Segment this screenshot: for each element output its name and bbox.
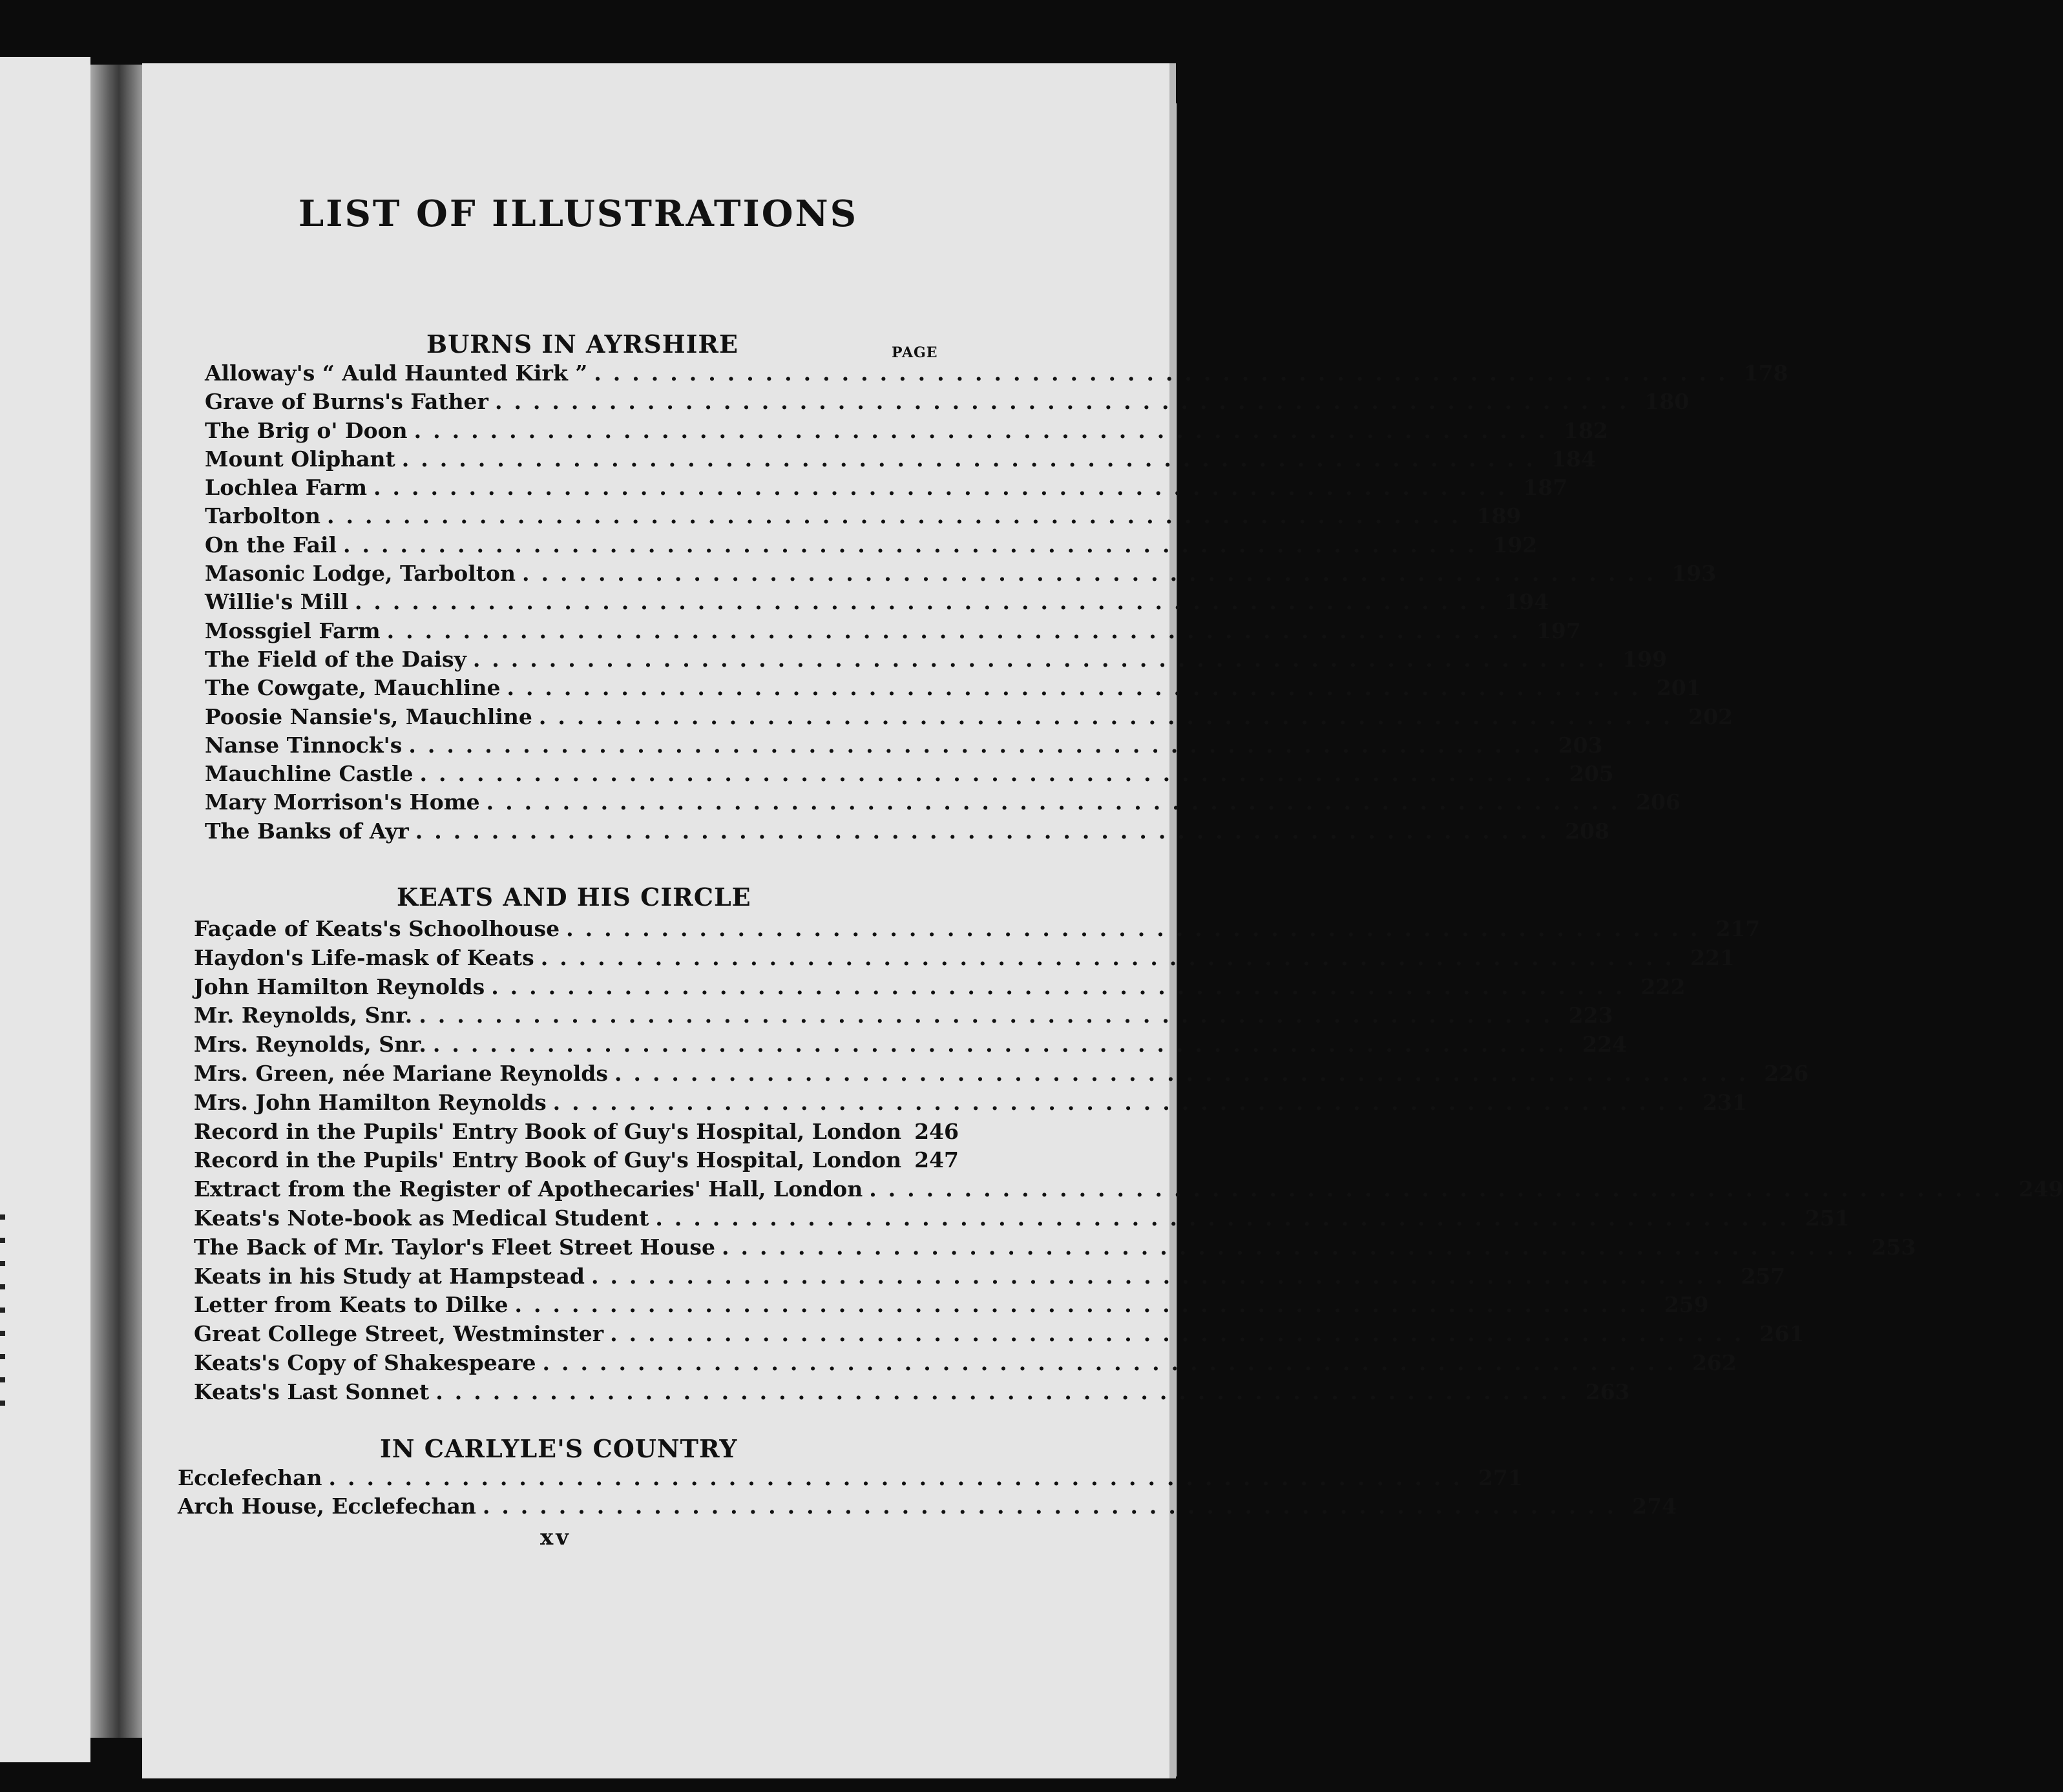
toc-entry-page: 271 <box>1478 1465 1523 1490</box>
toc-entry-title: Alloway's “ Auld Haunted Kirk ” <box>205 360 588 386</box>
toc-entry-page: 261 <box>1759 1321 1805 1347</box>
toc-entry <box>205 474 1568 502</box>
toc-entry <box>194 1030 1628 1059</box>
toc-entry <box>194 1175 2063 1204</box>
dot-leader: ............................................................ <box>419 761 1563 787</box>
toc-entry-page: 222 <box>1640 974 1686 999</box>
dot-leader: ............................................................ <box>542 1349 1686 1375</box>
dot-leader: ............................................................ <box>373 475 1517 501</box>
toc-entry-title: The Cowgate, Mauchline <box>205 675 501 701</box>
toc-entry-page: 263 <box>1585 1379 1630 1404</box>
toc-entry <box>194 1204 1850 1233</box>
toc-entry <box>205 502 1522 530</box>
toc-entry-page: 180 <box>1644 389 1690 415</box>
dot-leader: ............................................................ <box>435 1379 1579 1404</box>
toc-entry-title: The Back of Mr. Taylor's Fleet Street House <box>194 1234 716 1260</box>
toc-entry <box>194 1118 959 1147</box>
toc-entry-title: Mrs. Green, née Mariane Reynolds <box>194 1060 608 1086</box>
toc-entry-title: Mr. Reynolds, Snr. <box>194 1003 413 1028</box>
dot-leader: ............................................................ <box>401 446 1545 472</box>
toc-entry <box>205 788 1681 817</box>
toc-entry-title: John Hamilton Reynolds <box>194 974 485 999</box>
toc-entry-page: 178 <box>1743 360 1788 386</box>
toc-entry <box>205 531 1538 559</box>
dot-leader: ............................................................ <box>327 503 1471 529</box>
toc-entry-page: 206 <box>1636 789 1681 815</box>
toc-entry <box>194 1146 959 1175</box>
dot-leader: ............................................................ <box>408 732 1552 758</box>
dot-leader: ............................................................ <box>419 1003 1562 1028</box>
page-title: LIST OF ILLUSTRATIONS <box>298 193 859 235</box>
toc-entry <box>194 1291 1709 1320</box>
toc-entry <box>205 588 1549 616</box>
toc-entry-title: Ecclefechan <box>178 1465 322 1490</box>
toc-entry-page: 182 <box>1563 417 1608 443</box>
toc-entry-title: Tarbolton <box>205 503 321 529</box>
toc-entry-page: 221 <box>1690 944 1735 970</box>
toc-entry-page: 208 <box>1565 818 1609 844</box>
dot-leader: ............................................................ <box>328 1465 1472 1490</box>
toc-entry-page: 199 <box>1622 646 1668 672</box>
toc-entry <box>194 1262 1786 1291</box>
dot-leader: ............................................................ <box>655 1205 1799 1231</box>
dot-leader: ............................................................ <box>486 789 1629 815</box>
toc-entry-title: Lochlea Farm <box>205 475 368 501</box>
toc-entry <box>205 674 1701 702</box>
toc-entry-title: Keats's Note-book as Medical Student <box>194 1205 649 1231</box>
toc-entry-title: Keats's Copy of Shakespeare <box>194 1349 536 1375</box>
dot-leader: ............................................................ <box>491 974 1635 999</box>
toc-entry-title: Mary Morrison's Home <box>205 789 480 815</box>
toc-entry-page: 217 <box>1715 916 1761 941</box>
dot-leader: ............................................................ <box>494 389 1639 415</box>
toc-entry <box>178 1492 1677 1521</box>
toc-entry-title: Grave of Burns's Father <box>205 389 488 415</box>
toc-entry-title: Record in the Pupils' Entry Book of Guy's Hospital, London <box>194 1118 902 1144</box>
toc-entry <box>205 388 1690 416</box>
dot-leader: ............................................................ <box>722 1234 1865 1260</box>
toc-entry-page: 223 <box>1568 1003 1613 1028</box>
section-heading-carlyle: IN CARLYLE'S COUNTRY <box>380 1434 738 1463</box>
toc-entry <box>205 731 1603 760</box>
section-heading-burns: BURNS IN AYRSHIRE <box>426 329 738 359</box>
dot-leader: ............................................................ <box>614 1060 1758 1086</box>
toc-entry-page: 247 <box>914 1147 959 1173</box>
toc-entry-page: 187 <box>1523 475 1568 501</box>
toc-entry <box>205 417 1608 445</box>
dot-leader: ............................................................ <box>415 818 1559 844</box>
page-number-folio: xv <box>539 1525 572 1550</box>
toc-entry-page: 184 <box>1551 446 1596 472</box>
toc-entry-title: Mount Oliphant <box>205 446 395 472</box>
dot-leader: ............................................................ <box>432 1032 1576 1057</box>
dot-leader: ............................................................ <box>514 1292 1658 1318</box>
toc-list-keats <box>194 915 2063 1407</box>
toc-entry <box>205 617 1581 645</box>
dot-leader: ............................................................ <box>594 360 1737 386</box>
toc-entry-page: 262 <box>1691 1349 1737 1375</box>
toc-entry-title: Mossgiel Farm <box>205 618 381 643</box>
toc-entry <box>194 944 1735 973</box>
left-page-edge <box>0 57 90 1762</box>
dot-leader: ............................................................ <box>540 944 1684 970</box>
book-page <box>142 63 2063 1778</box>
toc-entry-page: 257 <box>1741 1263 1786 1289</box>
toc-entry-title: The Banks of Ayr <box>205 818 409 844</box>
toc-entry-title: Willie's Mill <box>205 589 348 615</box>
toc-entry <box>205 445 1596 474</box>
toc-entry <box>178 1464 1523 1492</box>
dot-leader: ............................................................ <box>521 561 1666 587</box>
toc-entry-title: Letter from Keats to Dilke <box>194 1292 508 1318</box>
section-heading-keats: KEATS AND HIS CIRCLE <box>397 882 751 912</box>
toc-entry-title: Haydon's Life-mask of Keats <box>194 944 534 970</box>
dot-leader: ............................................................ <box>538 703 1682 729</box>
page-column-label: PAGE <box>892 344 938 361</box>
toc-entry-page: 202 <box>1688 703 1733 729</box>
toc-entry-title: Extract from the Register of Apothecaries' Hall, London <box>194 1176 863 1202</box>
toc-entry-page: 189 <box>1476 503 1522 529</box>
toc-entry-title: Façade of Keats's Schoolhouse <box>194 916 560 941</box>
toc-entry <box>205 703 1733 731</box>
toc-entry-title: Masonic Lodge, Tarbolton <box>205 561 516 587</box>
toc-entry-title: Mrs. John Hamilton Reynolds <box>194 1089 547 1115</box>
dot-leader: ............................................................ <box>414 417 1557 443</box>
toc-entry-page: 224 <box>1582 1032 1628 1057</box>
toc-entry-title: Keats in his Study at Hampstead <box>194 1263 585 1289</box>
toc-entry <box>194 1089 1747 1118</box>
toc-entry <box>194 1320 1805 1349</box>
toc-entry-page: 253 <box>1871 1234 1916 1260</box>
toc-entry-page: 274 <box>1632 1494 1677 1519</box>
toc-entry-title: Mrs. Reynolds, Snr. <box>194 1032 426 1057</box>
toc-entry-title: Great College Street, Westminster <box>194 1321 604 1347</box>
dot-leader: ............................................................ <box>343 532 1487 557</box>
left-page-marks <box>0 1214 5 1408</box>
toc-entry-title: Mauchline Castle <box>205 761 414 787</box>
toc-entry-page: 194 <box>1504 589 1549 615</box>
toc-entry-page: 197 <box>1536 618 1581 643</box>
toc-entry-page: 259 <box>1664 1292 1709 1318</box>
toc-entry <box>194 1001 1613 1030</box>
toc-entry-page: 192 <box>1492 532 1538 557</box>
dot-leader: ............................................................ <box>507 675 1650 701</box>
book-spine <box>90 65 142 1738</box>
dot-leader: ............................................................ <box>472 646 1617 672</box>
toc-entry <box>205 645 1668 674</box>
toc-entry <box>205 559 1717 588</box>
toc-entry-title: Keats's Last Sonnet <box>194 1379 430 1404</box>
toc-entry-page: 246 <box>914 1118 959 1144</box>
toc-entry-page: 249 <box>2018 1176 2063 1202</box>
toc-entry-page: 205 <box>1569 761 1614 787</box>
toc-entry-page: 201 <box>1656 675 1701 701</box>
toc-entry <box>194 973 1686 1002</box>
toc-entry <box>194 1378 1630 1407</box>
dot-leader: ............................................................ <box>869 1176 2013 1202</box>
toc-entry <box>194 1233 1916 1262</box>
dot-leader: ............................................................ <box>354 589 1498 615</box>
page-content <box>142 63 2063 1778</box>
toc-list-carlyle <box>178 1464 1677 1521</box>
toc-entry <box>194 1349 1737 1378</box>
dot-leader: ............................................................ <box>610 1321 1754 1347</box>
toc-entry-title: The Field of the Daisy <box>205 646 466 672</box>
toc-entry-title: On the Fail <box>205 532 337 557</box>
toc-entry-title: Nanse Tinnock's <box>205 732 403 758</box>
toc-entry <box>205 817 1609 846</box>
toc-entry <box>205 760 1614 788</box>
dot-leader: ............................................................ <box>386 618 1530 643</box>
toc-entry-title: The Brig o' Doon <box>205 417 408 443</box>
toc-entry <box>205 359 1788 388</box>
toc-entry <box>194 915 1761 944</box>
dot-leader: ............................................................ <box>566 916 1710 941</box>
toc-entry-page: 251 <box>1805 1205 1850 1231</box>
toc-entry-page: 231 <box>1702 1089 1747 1115</box>
toc-entry-page: 226 <box>1764 1060 1809 1086</box>
dot-leader: ............................................................ <box>482 1494 1626 1519</box>
dot-leader: ............................................................ <box>552 1089 1696 1115</box>
toc-entry-title: Arch House, Ecclefechan <box>178 1494 476 1519</box>
dot-leader: ............................................................ <box>591 1263 1735 1289</box>
toc-entry-title: Poosie Nansie's, Mauchline <box>205 703 532 729</box>
toc-list-burns <box>205 359 1788 846</box>
toc-entry-page: 203 <box>1558 732 1603 758</box>
toc-entry-title: Record in the Pupils' Entry Book of Guy's Hospital, London <box>194 1147 902 1173</box>
toc-entry <box>194 1059 1809 1089</box>
toc-entry-page: 193 <box>1671 561 1717 587</box>
